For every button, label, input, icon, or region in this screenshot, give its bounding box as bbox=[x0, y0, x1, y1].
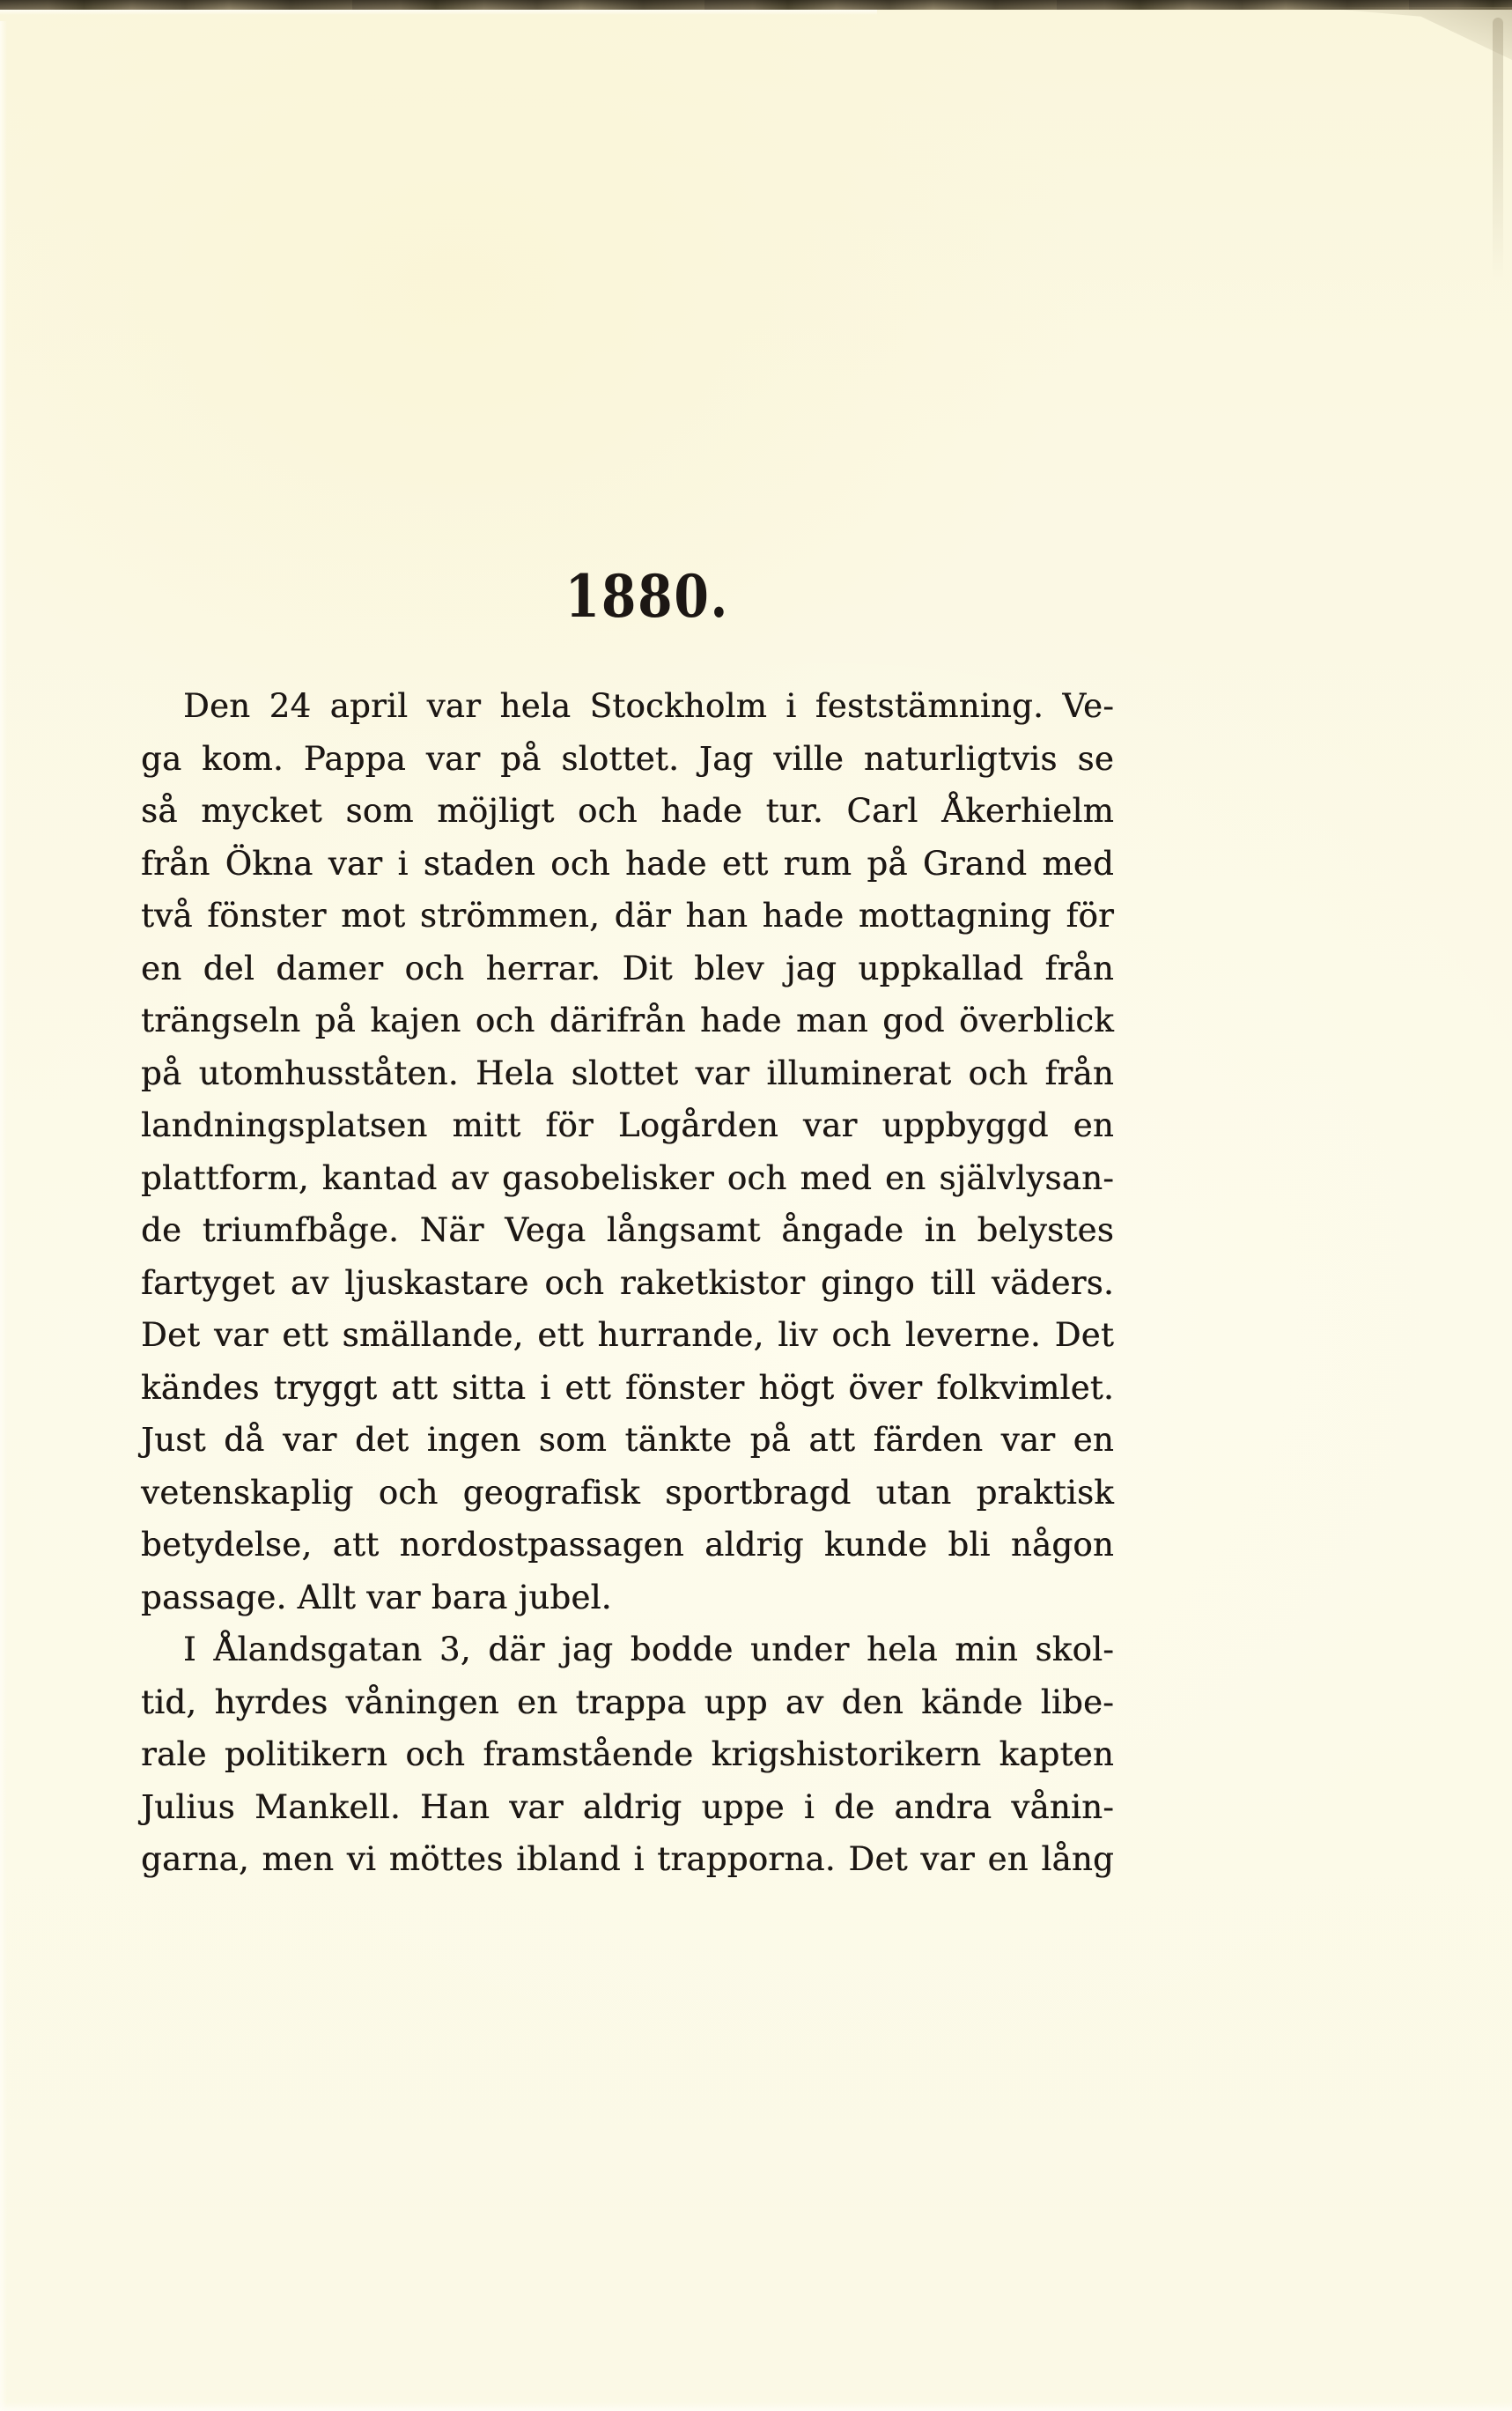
text-block bbox=[141, 680, 1114, 1886]
text-line: fartyget av ljuskastare och raketkistor gingo till väders. bbox=[141, 1263, 1114, 1302]
page-top-white-sliver bbox=[0, 10, 877, 15]
text-line: garna, men vi möttes ibland i trapporna. Det var en lång bbox=[141, 1840, 1114, 1878]
text-line: trängseln på kajen och därifrån hade man god överblick bbox=[141, 1002, 1114, 1039]
scan-right-edge-smudge bbox=[1493, 18, 1503, 282]
text-line: ga kom. Pappa var på slottet. Jag ville naturligtvis se bbox=[141, 739, 1114, 778]
text-line: på utomhusståten. Hela slottet var illuminerat och från bbox=[141, 1054, 1114, 1092]
page-bottom-white-edge bbox=[0, 2402, 1512, 2411]
text-line: Det var ett smällande, ett hurrande, liv och leverne. Det bbox=[141, 1316, 1114, 1354]
text-line: betydelse, att nordostpassagen aldrig kunde bli någon bbox=[141, 1526, 1114, 1564]
scanned-page-top-edge bbox=[0, 0, 1512, 10]
page-left-white-edge bbox=[0, 21, 7, 2411]
text-line: passage. Allt var bara jubel. bbox=[141, 1578, 612, 1616]
text-line: I Ålandsgatan 3, där jag bodde under hela min skol- bbox=[183, 1631, 1114, 1668]
text-line: de triumfbåge. När Vega långsamt ångade in belystes bbox=[141, 1211, 1114, 1249]
text-line: landningsplatsen mitt för Logården var uppbyggd en bbox=[141, 1106, 1114, 1144]
text-line: en del damer och herrar. Dit blev jag uppkallad från bbox=[141, 949, 1114, 987]
text-line: rale politikern och framstående krigshistorikern kapten bbox=[141, 1735, 1114, 1773]
text-line: kändes tryggt att sitta i ett fönster högt över folkvimlet. bbox=[141, 1368, 1114, 1407]
text-line: plattform, kantad av gasobelisker och med en självlysan- bbox=[141, 1158, 1114, 1197]
text-line: Julius Mankell. Han var aldrig uppe i de andra vånin- bbox=[141, 1787, 1114, 1826]
chapter-year-heading: 1880. bbox=[564, 562, 730, 631]
text-line: tid, hyrdes våningen en trappa upp av den kände libe- bbox=[141, 1683, 1114, 1721]
text-line: så mycket som möjligt och hade tur. Carl Åkerhielm bbox=[141, 792, 1114, 830]
text-line: två fönster mot strömmen, där han hade mottagning för bbox=[141, 897, 1114, 935]
text-line: Den 24 april var hela Stockholm i feststämning. Ve- bbox=[183, 687, 1114, 725]
scan-top-right-smudge bbox=[1309, 7, 1512, 60]
text-line: vetenskaplig och geografisk sportbragd utan praktisk bbox=[141, 1473, 1114, 1512]
text-line: från Ökna var i staden och hade ett rum på Grand med bbox=[141, 844, 1114, 883]
text-line: Just då var det ingen som tänkte på att färden var en bbox=[141, 1421, 1114, 1459]
